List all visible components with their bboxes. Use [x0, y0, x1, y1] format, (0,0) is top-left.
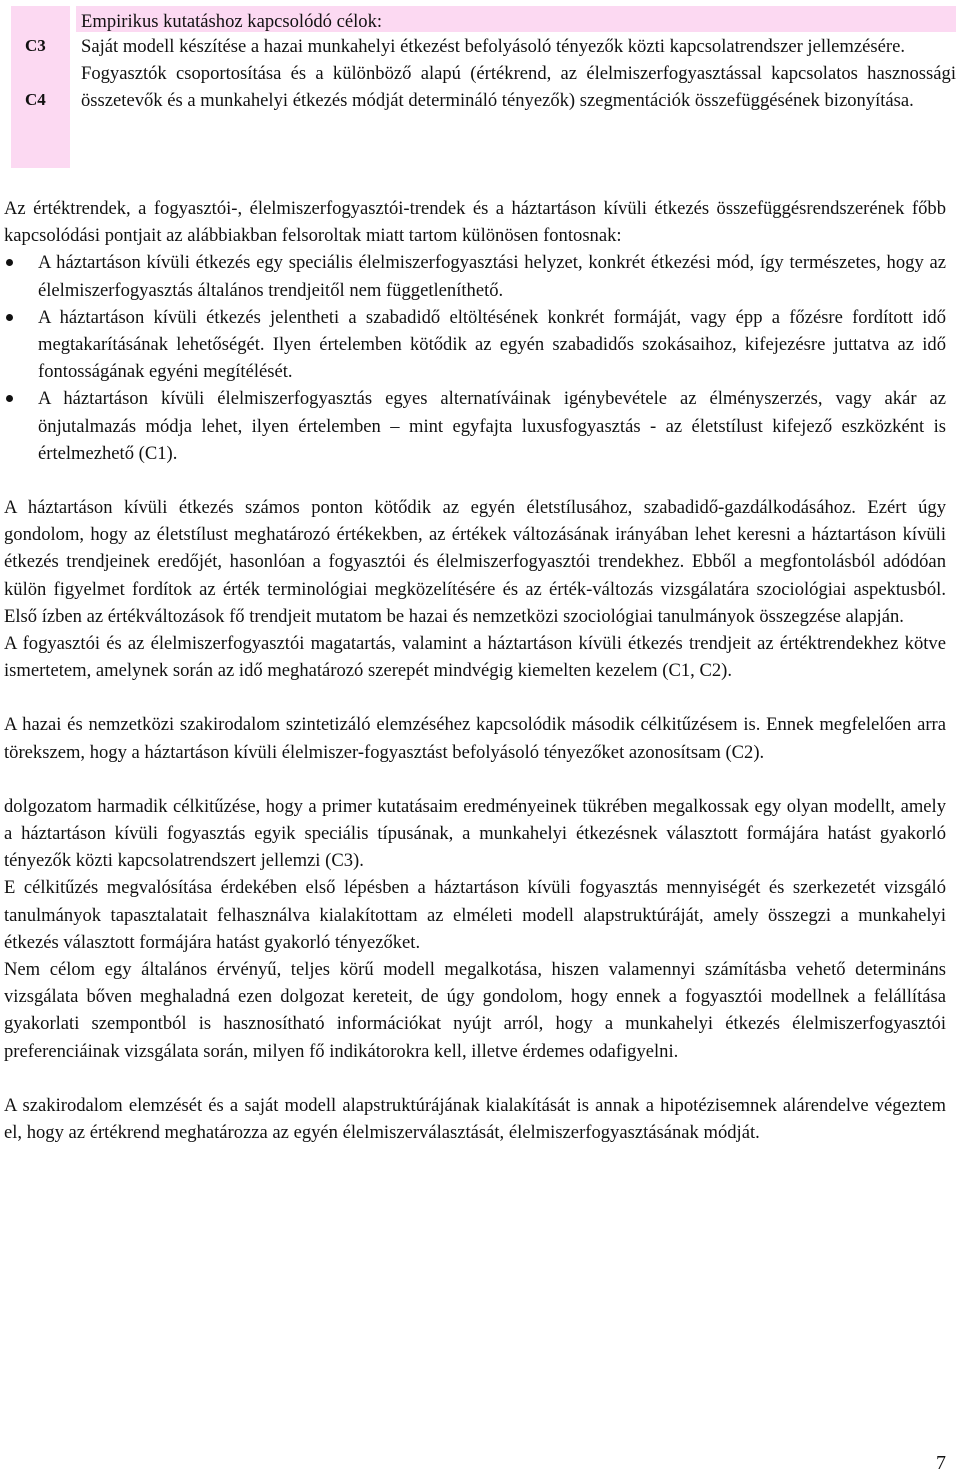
bullet-icon	[6, 395, 13, 402]
body-text	[4, 195, 946, 1146]
paragraph-lifestyle: A háztartáson kívüli étkezés számos ponton kötődik az egyén életstílusához, szabadidő-gazdálkodásához. Ezért úgy gondolom, hogy az életstílust meghatározó értékekben, az értékek változásának irányában lehet keresni a háztartáson kívüli étkezés trendjeinek eredőjét, hasonlóan a fogyasztói és élelmiszerfogyasztói trendekhez. Ebből a megfontolásból adódóan külön figyelmet fordítok az érték terminológiai megközelítésére és az érték-változás vizsgálatára szociológiai aspektusból. Első ízben az értékváltozások fő trendjeit mutatom be hazai és nemzetközi szociológiai tanulmányok összegzése alapján.	[4, 497, 946, 627]
goals-text	[81, 8, 956, 114]
goal-item-c4: Fogyasztók csoportosítása és a különböző alapú (értékrend, az élelmiszerfogyasztással kapcsolatos hasznossági összetevők és a munkahelyi étkezés módját determináló tényezők) szegmentációk összefüggésének bizonyítása.	[81, 63, 956, 111]
bullet-icon	[6, 259, 13, 266]
bullet-list	[4, 249, 946, 467]
bullet-item	[4, 249, 946, 303]
paragraph-second-goal: A hazai és nemzetközi szakirodalom szintetizáló elemzéséhez kapcsolódik második célkitűzésem is. Ennek megfelelően arra törekszem, hogy a háztartáson kívüli élelmiszer-fogyasztást befolyásoló tényezőket azonosítsam (C2).	[4, 714, 946, 763]
goals-label-column	[11, 6, 70, 168]
paragraph-consumer-behaviour: A fogyasztói és az élelmiszerfogyasztói magatartás, valamint a háztartáson kívüli étkezés trendjeit az értéktrendekhez kötve ismertetem, amelynek során az idő meghatározó szerepét mindvégig kiemelten kezelem (C1, C2).	[4, 633, 946, 682]
spacer	[4, 684, 946, 711]
paragraph-intro: Az értéktrendek, a fogyasztói-, élelmiszerfogyasztói-trendek és a háztartáson kívüli étkezés összefüggésrendszerének főbb kapcsolódási pontjait az alábbiakban felsoroltak miatt tartom különösen fontosnak:	[4, 198, 946, 247]
bullet-icon	[6, 314, 13, 321]
paragraph-model-structure: E célkitűzés megvalósítása érdekében első lépésben a háztartáson kívüli fogyasztás mennyiségét és szerkezetét vizsgáló tanulmányok tapasztalatait felhasználva kialakítottam az elméleti modell alapstruktúráját, amely összegzi a munkahelyi étkezés választott formájára hatást gyakorló tényezőket.	[4, 877, 946, 953]
paragraph-hypothesis: A szakirodalom elemzését és a saját modell alapstruktúrájának kialakítását is annak a hipotézisemnek alárendelve végeztem el, hogy az értékrend meghatározza az egyén élelmiszerválasztását, élelmiszerfogyasztásának módját.	[4, 1094, 946, 1144]
bullet-text: A háztartáson kívüli élelmiszerfogyasztás egyes alternatíváinak igénybevétele az élményszerzés, vagy akár az önjutalmazás módja lehet, ilyen értelemben – mint egyfajta luxusfogyasztás - az életstílust kifejező eszközként is értelmezhető (C1).	[38, 388, 946, 464]
bullet-item	[4, 304, 946, 386]
goal-code-c3: C3	[25, 36, 46, 55]
spacer	[4, 1065, 946, 1092]
bullet-item	[4, 385, 946, 467]
goal-code-c4: C4	[25, 90, 46, 109]
goal-item-c3: Saját modell készítése a hazai munkahelyi étkezést befolyásoló tényezők közti kapcsolatrendszer jellemzésére.	[81, 36, 905, 57]
spacer	[4, 766, 946, 793]
spacer	[4, 467, 946, 494]
goals-header: Empirikus kutatáshoz kapcsolódó célok:	[81, 11, 383, 32]
goals-table	[11, 6, 956, 168]
page-number: 7	[936, 1452, 946, 1474]
paragraph-model-scope: Nem célom egy általános érvényű, teljes körű modell megalkotása, hiszen valamennyi számításba vehető determináns vizsgálata bőven meghaladná ezen dolgozat kereteit, de úgy gondolom, hogy ennek a fogyasztói modellnek a felállítása gyakorlati szempontból is hasznosítható információkat nyújt arról, hogy a munkahelyi étkezés élelmiszerfogyasztói preferenciáinak vizsgálata során, milyen fő indikátorokra kell, illetve érdemes odafigyelni.	[4, 959, 946, 1062]
bullet-text: A háztartáson kívüli étkezés jelentheti a szabadidő eltöltésének konkrét formáját, vagy épp a főzésre fordított idő megtakarításának lehetőségét. Ilyen értelemben kötődik az egyén szabadidős szokásaihoz, kifejezésre juttatva az idő fontosságának egyéni megítélését.	[38, 306, 946, 383]
bullet-text: A háztartáson kívüli étkezés egy speciális élelmiszerfogyasztási helyzet, konkrét étkezési mód, így természetes, hogy az élelmiszerfogyasztás általános trendjeitől nem függetleníthető.	[38, 252, 946, 301]
paragraph-third-goal: dolgozatom harmadik célkitűzése, hogy a primer kutatásaim eredményeinek tükrében megalkossak egy olyan modellt, amely a háztartáson kívüli fogyasztás egyik speciális típusának, a munkahelyi étkezésnek választott formájára hatást gyakorló tényezők közti kapcsolatrendszert jellemzi (C3).	[4, 795, 946, 872]
